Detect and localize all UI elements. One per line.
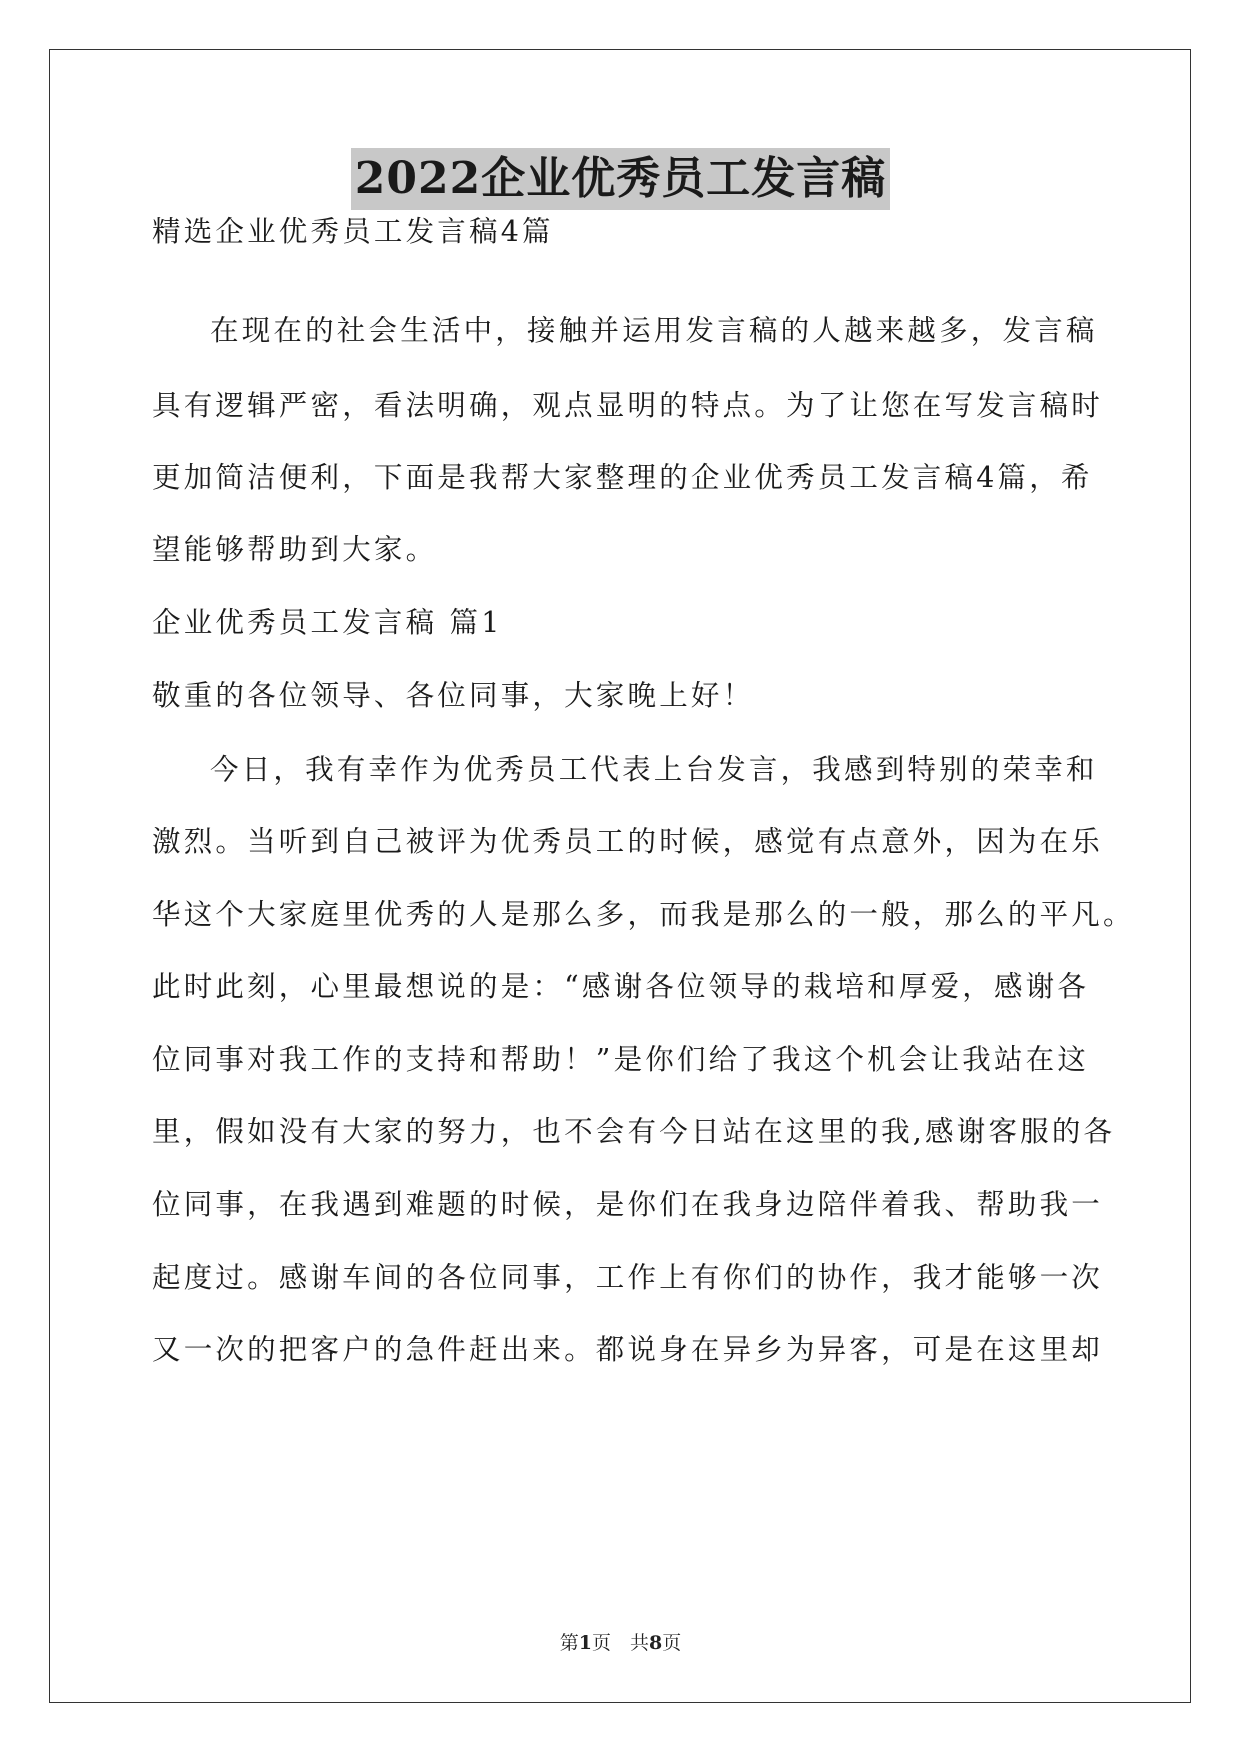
document-title: 2022企业优秀员工发言稿 (351, 148, 890, 210)
body-line: 此时此刻，心里最想说的是：“感谢各位领导的栽培和厚爱，感谢各 (152, 970, 1090, 1003)
greeting: 敬重的各位领导、各位同事，大家晚上好！ (152, 679, 755, 712)
footer-mid: 页 共 (591, 1632, 649, 1654)
body-line: 里，假如没有大家的努力，也不会有今日站在这里的我,感谢客服的各 (152, 1115, 1116, 1148)
body-line: 今日，我有幸作为优秀员工代表上台发言，我感到特别的荣幸和 (210, 753, 1098, 786)
section-heading: 企业优秀员工发言稿 篇1 (152, 606, 503, 639)
footer-prefix: 第 (559, 1632, 579, 1654)
title-container (0, 148, 1241, 210)
body-line: 位同事对我工作的支持和帮助！”是你们给了我这个机会让我站在这 (152, 1043, 1090, 1076)
intro-line: 望能够帮助到大家。 (152, 533, 438, 566)
intro-line: 具有逻辑严密，看法明确，观点显明的特点。为了让您在写发言稿时 (152, 389, 1104, 422)
page-footer (0, 1631, 1241, 1655)
body-line: 位同事，在我遇到难题的时候，是你们在我身边陪伴着我、帮助我一 (152, 1188, 1104, 1221)
body-line: 起度过。感谢车间的各位同事，工作上有你们的协作，我才能够一次 (152, 1261, 1104, 1294)
total-page-number: 8 (649, 1632, 663, 1654)
intro-line: 在现在的社会生活中，接触并运用发言稿的人越来越多，发言稿 (210, 314, 1098, 347)
page-border (49, 49, 1191, 1703)
body-line: 激烈。当听到自己被评为优秀员工的时候，感觉有点意外，因为在乐 (152, 825, 1104, 858)
body-line: 华这个大家庭里优秀的人是那么多，而我是那么的一般，那么的平凡。 (152, 898, 1135, 931)
intro-line: 更加简洁便利，下面是我帮大家整理的企业优秀员工发言稿4篇，希 (152, 461, 1093, 494)
document-subtitle: 精选企业优秀员工发言稿4篇 (152, 215, 554, 248)
current-page-number: 1 (578, 1632, 592, 1654)
body-line: 又一次的把客户的急件赶出来。都说身在异乡为异客，可是在这里却 (152, 1333, 1104, 1366)
footer-suffix: 页 (662, 1632, 682, 1654)
